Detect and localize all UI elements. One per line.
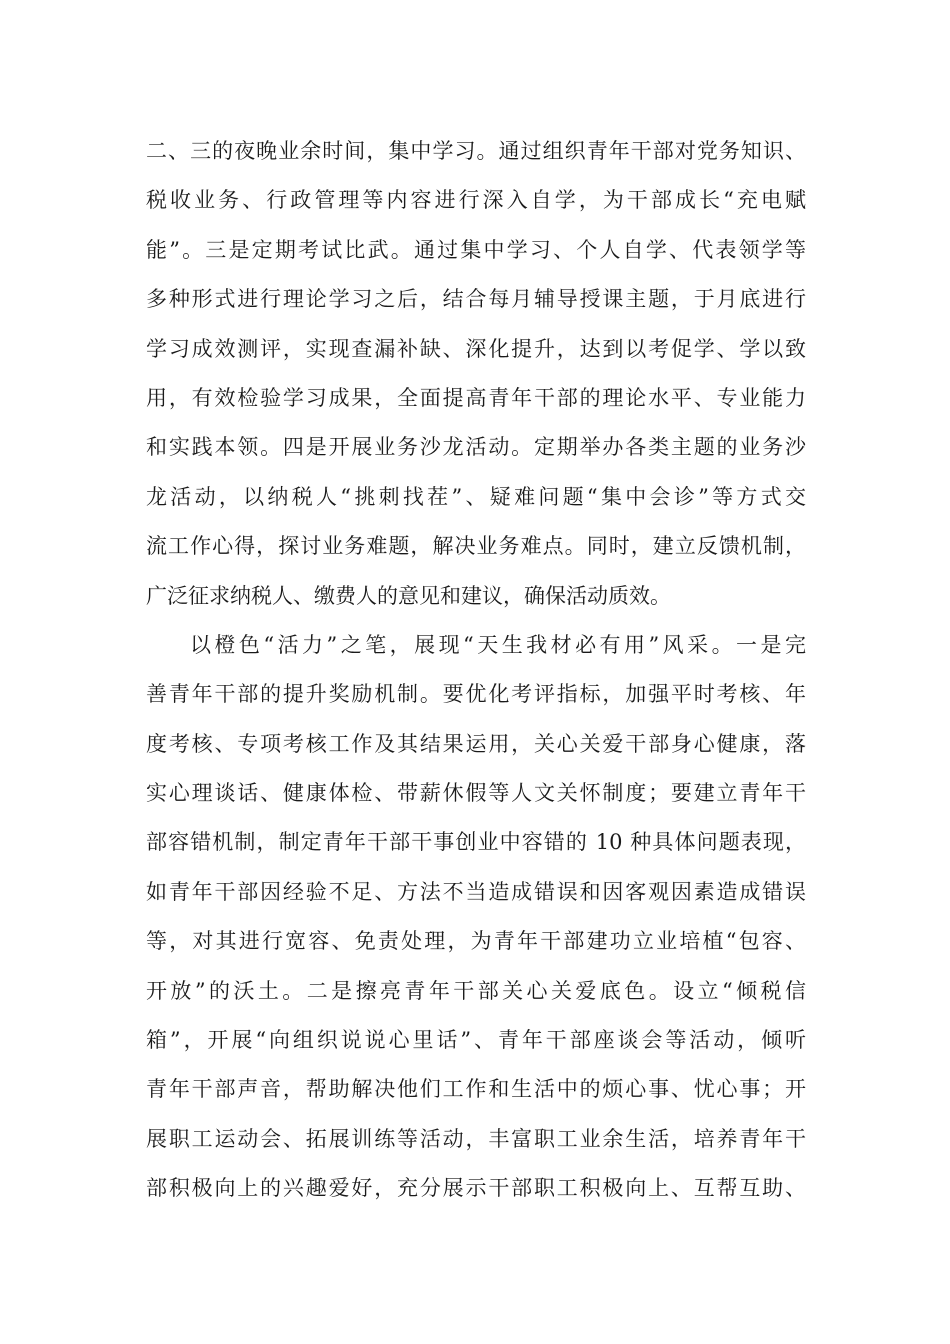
text-line: 流工作心得，探讨业务难题，解决业务难点。同时，建立反馈机制， <box>146 534 806 559</box>
document-body <box>146 127 806 1214</box>
text-line: 实心理谈话、健康体检、带薪休假等人文关怀制度；要建立青年干 <box>146 781 806 806</box>
text-line: 如青年干部因经验不足、方法不当造成错误和因客观因素造成错误 <box>146 879 806 904</box>
text-line: 龙活动，以纳税人“挑刺找茬”、疑难问题“集中会诊”等方式交 <box>146 484 806 509</box>
text-line: 度考核、专项考核工作及其结果运用，关心关爱干部身心健康，落 <box>146 731 806 756</box>
text-line: 青年干部声音，帮助解决他们工作和生活中的烦心事、忧心事；开 <box>146 1077 806 1102</box>
text-line: 开放”的沃土。二是擦亮青年干部关心关爱底色。设立“倾税信 <box>146 978 806 1003</box>
text-line: 善青年干部的提升奖励机制。要优化考评指标，加强平时考核、年 <box>146 682 806 707</box>
text-line: 等，对其进行宽容、免责处理，为青年干部建功立业培植“包容、 <box>146 929 806 954</box>
text-line: 部积极向上的兴趣爱好，充分展示干部职工积极向上、互帮互助、 <box>146 1176 806 1201</box>
text-line: 广泛征求纳税人、缴费人的意见和建议，确保活动质效。 <box>146 583 671 608</box>
text-line: 和实践本领。四是开展业务沙龙活动。定期举办各类主题的业务沙 <box>146 435 806 460</box>
text-line: 二、三的夜晚业余时间，集中学习。通过组织青年干部对党务知识、 <box>146 139 806 163</box>
text-line: 展职工运动会、拓展训练等活动，丰富职工业余生活，培养青年干 <box>146 1126 806 1151</box>
text-line: 以橙色“活力”之笔，展现“天生我材必有用”风采。一是完 <box>190 632 806 657</box>
text-line: 学习成效测评，实现查漏补缺、深化提升，达到以考促学、学以致 <box>146 336 806 361</box>
text-line: 税收业务、行政管理等内容进行深入自学，为干部成长“充电赋 <box>146 188 806 213</box>
paragraph-2 <box>146 621 806 1214</box>
text-line: 用，有效检验学习成果，全面提高青年干部的理论水平、专业能力 <box>146 385 806 410</box>
text-line: 多种形式进行理论学习之后，结合每月辅导授课主题，于月底进行 <box>146 287 806 312</box>
text-line: 箱”，开展“向组织说说心里话”、青年干部座谈会等活动，倾听 <box>146 1028 806 1053</box>
paragraph-1 <box>146 127 806 621</box>
text-line: 部容错机制，制定青年干部干事创业中容错的 10 种具体问题表现， <box>146 830 806 855</box>
text-line: 能”。三是定期考试比武。通过集中学习、个人自学、代表领学等 <box>146 237 806 262</box>
